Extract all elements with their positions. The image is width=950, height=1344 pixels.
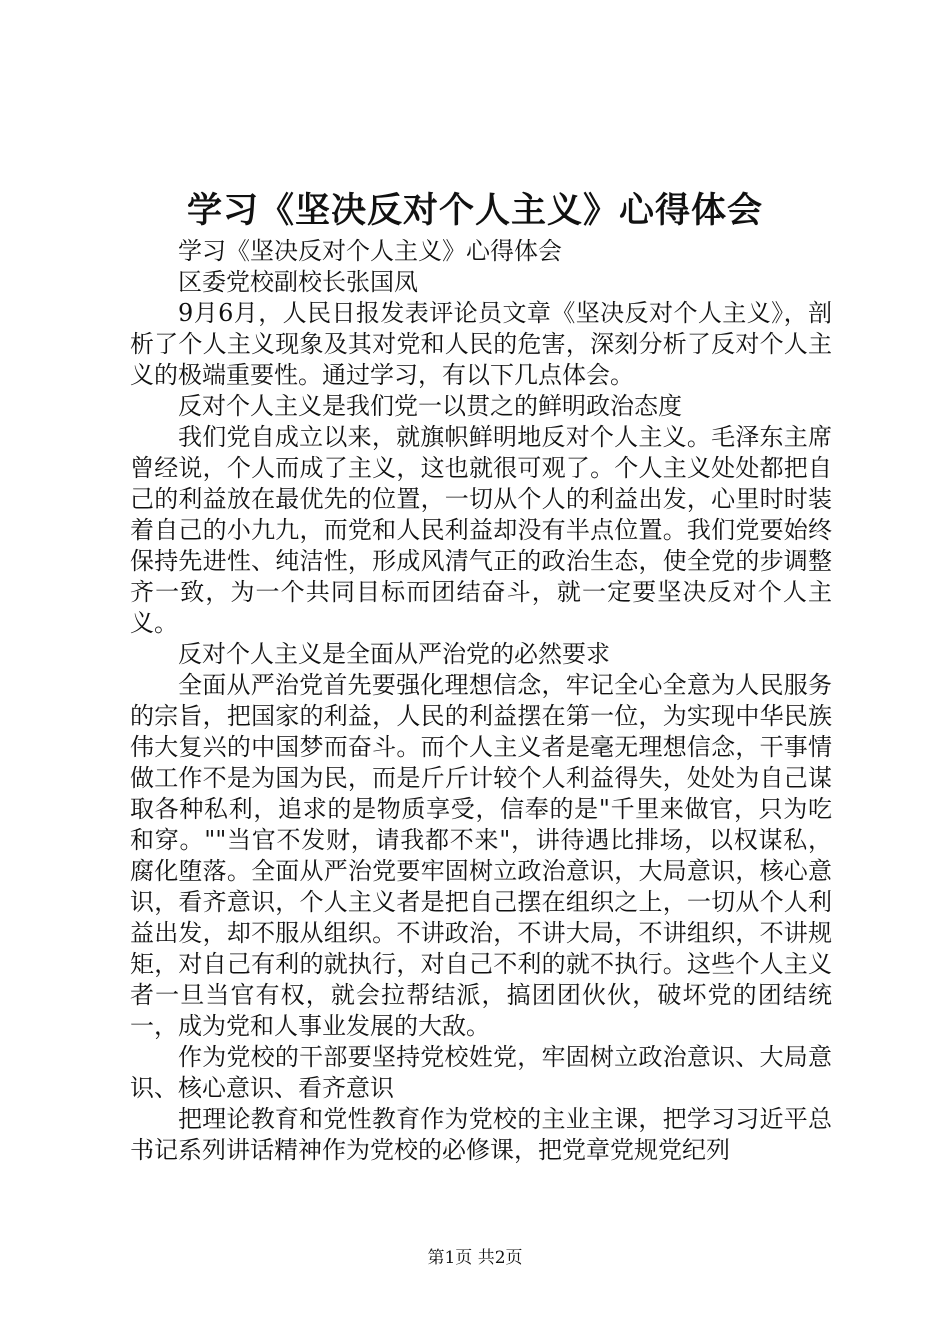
- paragraph-body-3: 把理论教育和党性教育作为党校的主业主课，把学习习近平总书记系列讲话精神作为党校的必修课，把党章党规党纪列: [130, 1105, 832, 1164]
- paragraph-subtitle: 学习《坚决反对个人主义》心得体会: [178, 237, 562, 265]
- page-number-footer: 第1页 共2页: [427, 1248, 523, 1268]
- paragraph-body-2: 全面从严治党首先要强化理想信念，牢记全心全意为人民服务的宗旨，把国家的利益，人民的利益摆在第一位，为实现中华民族伟大复兴的中国梦而奋斗。而个人主义者是毫无理想信念，干事情做工作不是为国为民，而是斤斤计较个人利益得失，处处为自己谋取各种私利，追求的是物质享受，信奉的是"千里来做官，只为吃和穿。""当官不发财，请我都不来"，讲待遇比排场，以权谋私，腐化堕落。全面从严治党要牢固树立政治意识，大局意识，核心意识，看齐意识，个人主义者是把自己摆在组织之上，一切从个人利益出发，却不服从组织。不讲政治，不讲大局，不讲组织，不讲规矩，对自己有利的就执行，对自己不利的就不执行。这些个人主义者一旦当官有权，就会拉帮结派，搞团团伙伙，破坏党的团结统一，成为党和人事业发展的大敌。: [130, 671, 832, 1040]
- document-title: 学习《坚决反对个人主义》心得体会: [186, 190, 763, 231]
- section-heading-3: 作为党校的干部要坚持党校姓党，牢固树立政治意识、大局意识、核心意识、看齐意识: [130, 1043, 832, 1102]
- paragraph-body-1: 我们党自成立以来，就旗帜鲜明地反对个人主义。毛泽东主席曾经说，个人而成了主义，这也就很可观了。个人主义处处都把自己的利益放在最优先的位置，一切从个人的利益出发，心里时时装着自己的小九九，而党和人民利益却没有半点位置。我们党要始终保持先进性、纯洁性，形成风清气正的政治生态，使全党的步调整齐一致，为一个共同目标而团结奋斗，就一定要坚决反对个人主义。: [130, 423, 832, 637]
- paragraph-intro: 9月6月，人民日报发表评论员文章《坚决反对个人主义》，剖析了个人主义现象及其对党和人民的危害，深刻分析了反对个人主义的极端重要性。通过学习，有以下几点体会。: [130, 299, 832, 389]
- section-heading-2: 反对个人主义是全面从严治党的必然要求: [178, 640, 610, 668]
- document-body: [130, 236, 832, 1166]
- paragraph-author: 区委党校副校长张国凤: [178, 268, 418, 296]
- section-heading-1: 反对个人主义是我们党一以贯之的鲜明政治态度: [178, 392, 682, 420]
